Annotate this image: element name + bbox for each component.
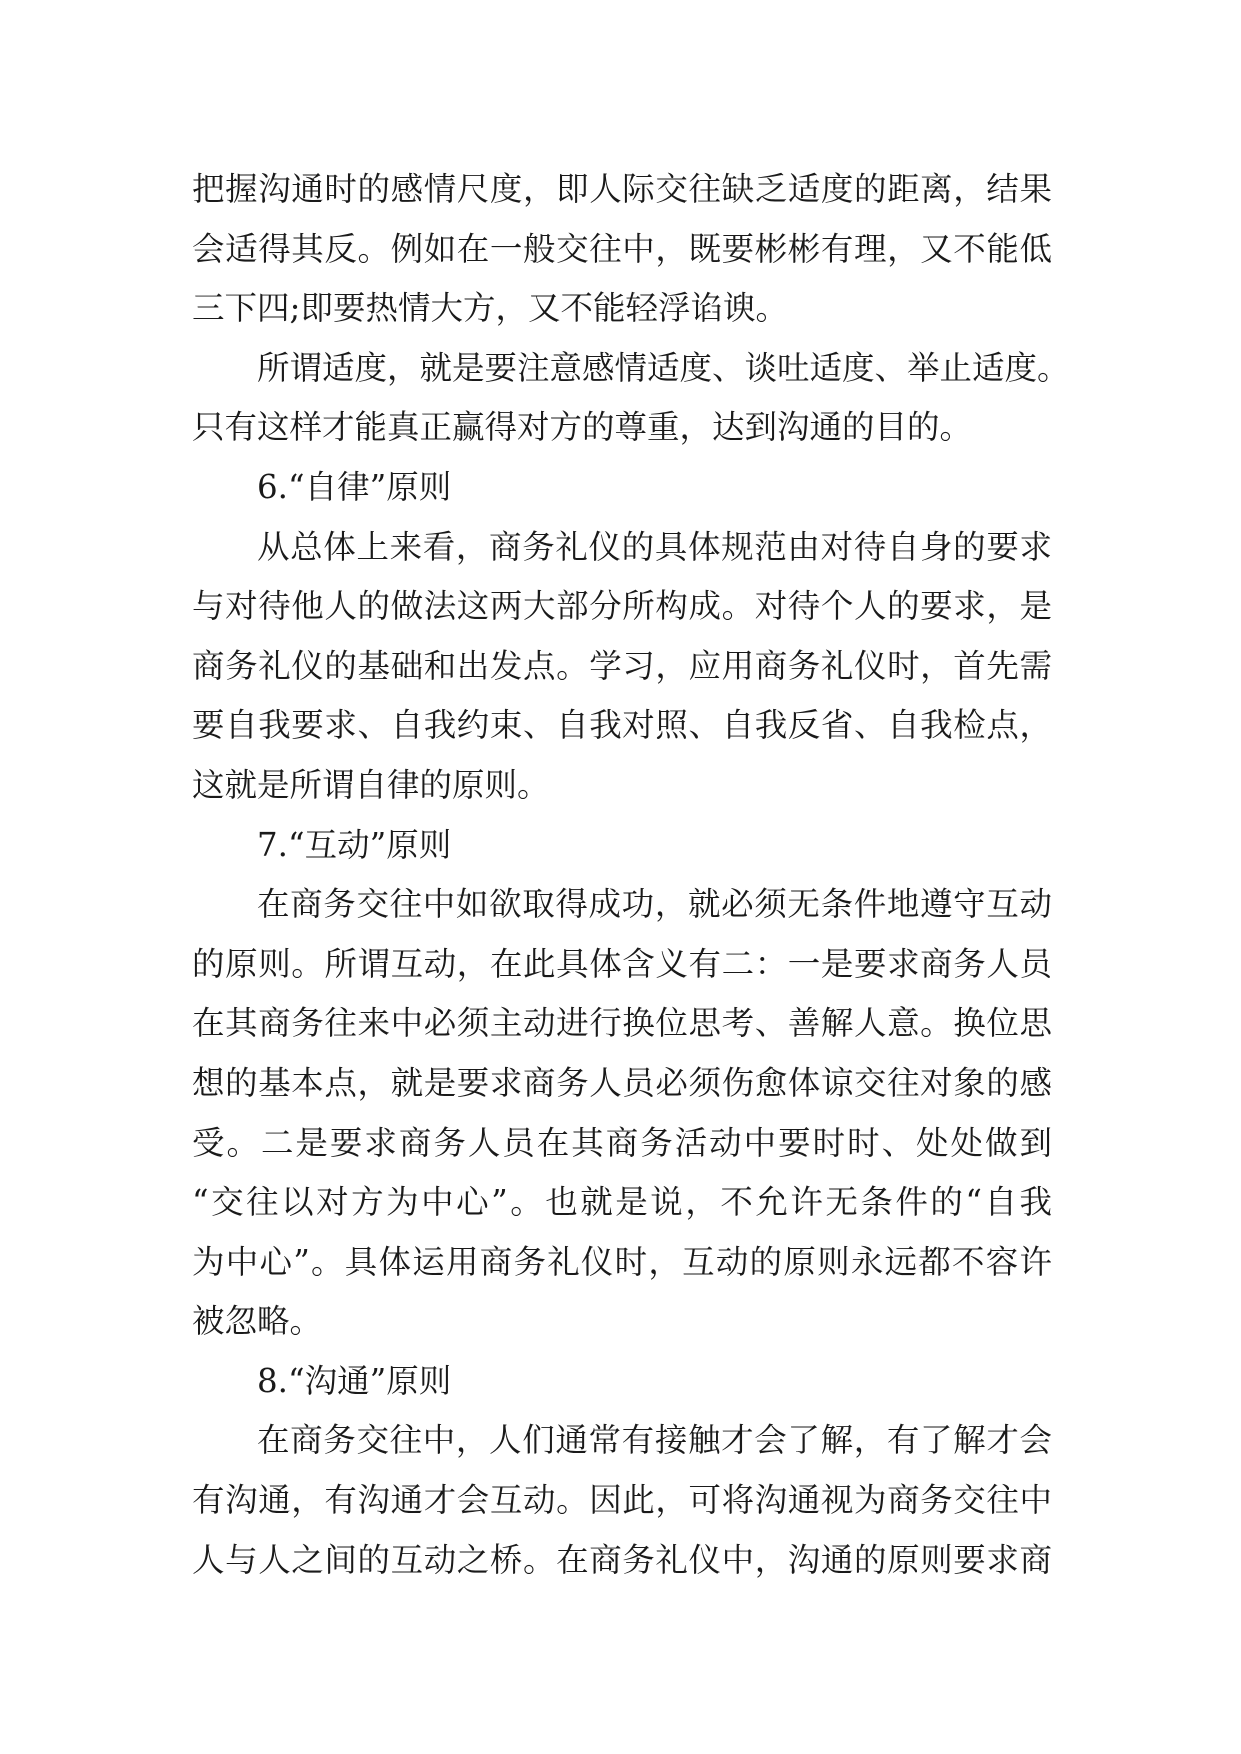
text-line: 从总体上来看，商务礼仪的具体规范由对待自身的要求 bbox=[257, 527, 1052, 566]
text-line: 把握沟通时的感情尺度，即人际交往缺乏适度的距离，结果 bbox=[192, 170, 1052, 208]
text-line: 的原则。所谓互动，在此具体含义有二：一是要求商务人员 bbox=[192, 944, 1052, 983]
text-line: 人与人之间的互动之桥。在商务礼仪中，沟通的原则要求商 bbox=[192, 1540, 1052, 1579]
section-heading-self-discipline: 6.“自律”原则 bbox=[257, 467, 452, 506]
text-line: 被忽略。 bbox=[192, 1302, 323, 1341]
paragraph-moderation-continued bbox=[192, 160, 1052, 339]
text-line: 受。二是要求商务人员在其商务活动中要时时、处处做到 bbox=[192, 1123, 1052, 1162]
paragraph-self-discipline bbox=[192, 518, 1052, 816]
text-line: 这就是所谓自律的原则。 bbox=[192, 765, 550, 804]
text-line: 商务礼仪的基础和出发点。学习，应用商务礼仪时，首先需 bbox=[192, 646, 1052, 685]
text-line: 在其商务往来中必须主动进行换位思考、善解人意。换位思 bbox=[192, 1004, 1052, 1043]
paragraph-communication bbox=[192, 1411, 1052, 1590]
paragraph-moderation-summary bbox=[192, 339, 1070, 458]
document-page bbox=[192, 160, 1070, 1590]
section-heading-communication: 8.“沟通”原则 bbox=[257, 1361, 452, 1400]
text-line: 会适得其反。例如在一般交往中，既要彬彬有理，又不能低 bbox=[192, 229, 1052, 268]
paragraph-interaction bbox=[192, 875, 1052, 1352]
text-line: 只有这样才能真正赢得对方的尊重，达到沟通的目的。 bbox=[192, 408, 973, 447]
text-line: 要自我要求、自我约束、自我对照、自我反省、自我检点， bbox=[192, 706, 1052, 745]
text-line: “交往以对方为中心”。也就是说，不允许无条件的“自我 bbox=[192, 1183, 1052, 1222]
text-line: 为中心”。具体运用商务礼仪时，互动的原则永远都不容许 bbox=[192, 1242, 1052, 1281]
section-heading-interaction: 7.“互动”原则 bbox=[257, 825, 452, 864]
text-line: 所谓适度，就是要注意感情适度、谈吐适度、举止适度。 bbox=[257, 348, 1070, 387]
text-line: 在商务交往中如欲取得成功，就必须无条件地遵守互动 bbox=[257, 885, 1052, 924]
text-line: 在商务交往中，人们通常有接触才会了解，有了解才会 bbox=[257, 1421, 1052, 1460]
text-line: 与对待他人的做法这两大部分所构成。对待个人的要求，是 bbox=[192, 587, 1052, 626]
text-line: 有沟通，有沟通才会互动。因此，可将沟通视为商务交往中 bbox=[192, 1481, 1052, 1520]
text-line: 想的基本点，就是要求商务人员必须伤愈体谅交往对象的感 bbox=[192, 1063, 1052, 1102]
text-line: 三下四;即要热情大方，又不能轻浮谄谀。 bbox=[192, 289, 788, 328]
